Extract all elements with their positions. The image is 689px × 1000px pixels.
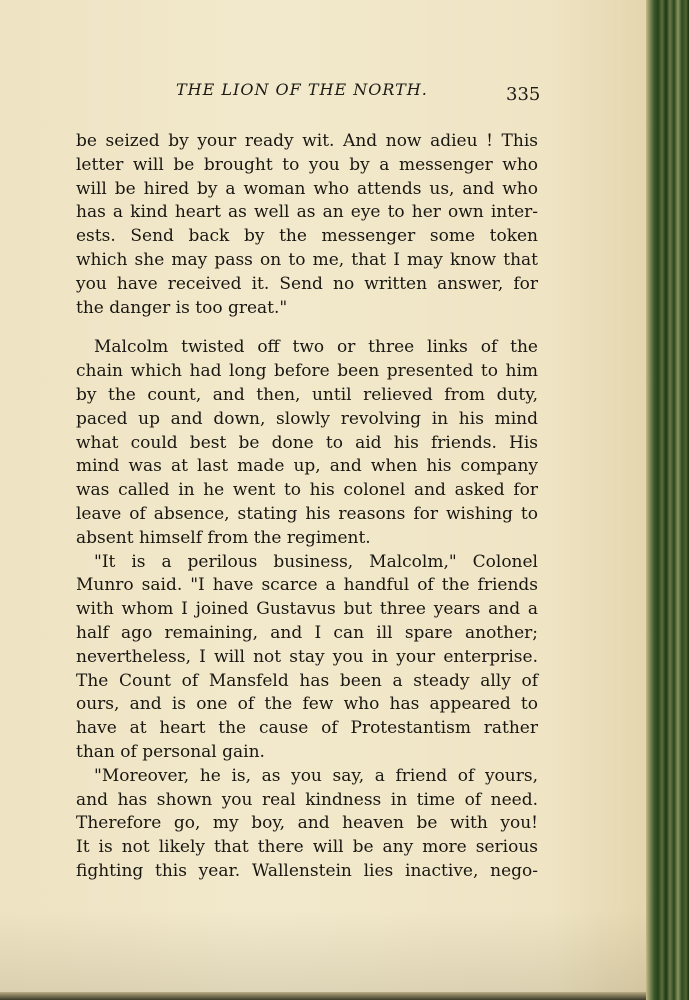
text-line: mind was at last made up, and when his company (76, 456, 538, 477)
paragraph (76, 130, 538, 320)
text-line: than of personal gain. (76, 741, 265, 762)
text-line: Malcolm twisted off two or three links of the (94, 337, 538, 358)
text-line: was called in he went to his colonel and asked for (76, 480, 538, 501)
paragraph (76, 551, 538, 765)
text-line: It is not likely that there will be any more serious (76, 837, 538, 858)
paragraph (76, 765, 538, 884)
text-line: fighting this year. Wallenstein lies inactive, nego- (76, 860, 538, 881)
text-line: Therefore go, my boy, and heaven be with you! (76, 813, 538, 834)
text-line: The Count of Mansfeld has been a steady ally of (76, 670, 538, 691)
text-line: you have received it. Send no written answer, for (76, 273, 538, 294)
body-text (76, 130, 538, 884)
text-line: "It is a perilous business, Malcolm," Colonel (94, 551, 538, 572)
text-line: have at heart the cause of Protestantism rather (76, 718, 538, 739)
text-line: nevertheless, I will not stay you in your enterprise. (76, 646, 538, 667)
text-line: with whom I joined Gustavus but three years and a (76, 599, 538, 620)
book-page-edges (646, 0, 689, 1000)
text-line: letter will be brought to you by a messenger who (76, 154, 538, 175)
page-number: 335 (506, 84, 541, 105)
paragraph-gap (76, 320, 538, 336)
page-bottom-shadow (0, 910, 646, 1000)
text-line: ests. Send back by the messenger some token (76, 226, 538, 247)
text-line: by the count, and then, until relieved from duty, (76, 384, 538, 405)
text-line: ours, and is one of the few who has appeared to (76, 694, 538, 715)
text-line: be seized by your ready wit. And now adieu ! This (76, 131, 538, 151)
text-line: what could best be done to aid his friends. His (76, 432, 538, 453)
text-line: which she may pass on to me, that I may know that (76, 249, 538, 270)
text-line: absent himself from the regiment. (76, 527, 371, 548)
text-line: leave of absence, stating his reasons for wishing to (76, 503, 538, 524)
running-head: THE LION OF THE NORTH. (176, 80, 428, 99)
text-line: paced up and down, slowly revolving in his mind (76, 408, 538, 429)
text-line: the danger is too great." (76, 297, 288, 318)
text-line: and has shown you real kindness in time of need. (76, 789, 538, 810)
text-line: will be hired by a woman who attends us, and who (76, 178, 538, 199)
page-bottom-edge (0, 992, 646, 1000)
text-line: half ago remaining, and I can ill spare another; (76, 622, 538, 643)
text-line: has a kind heart as well as an eye to her own inter- (76, 202, 538, 223)
text-line: Munro said. "I have scarce a handful of the friends (76, 575, 538, 596)
text-line: "Moreover, he is, as you say, a friend of yours, (94, 765, 538, 786)
text-line: chain which had long before been presented to him (76, 361, 538, 382)
paragraph (76, 336, 538, 550)
